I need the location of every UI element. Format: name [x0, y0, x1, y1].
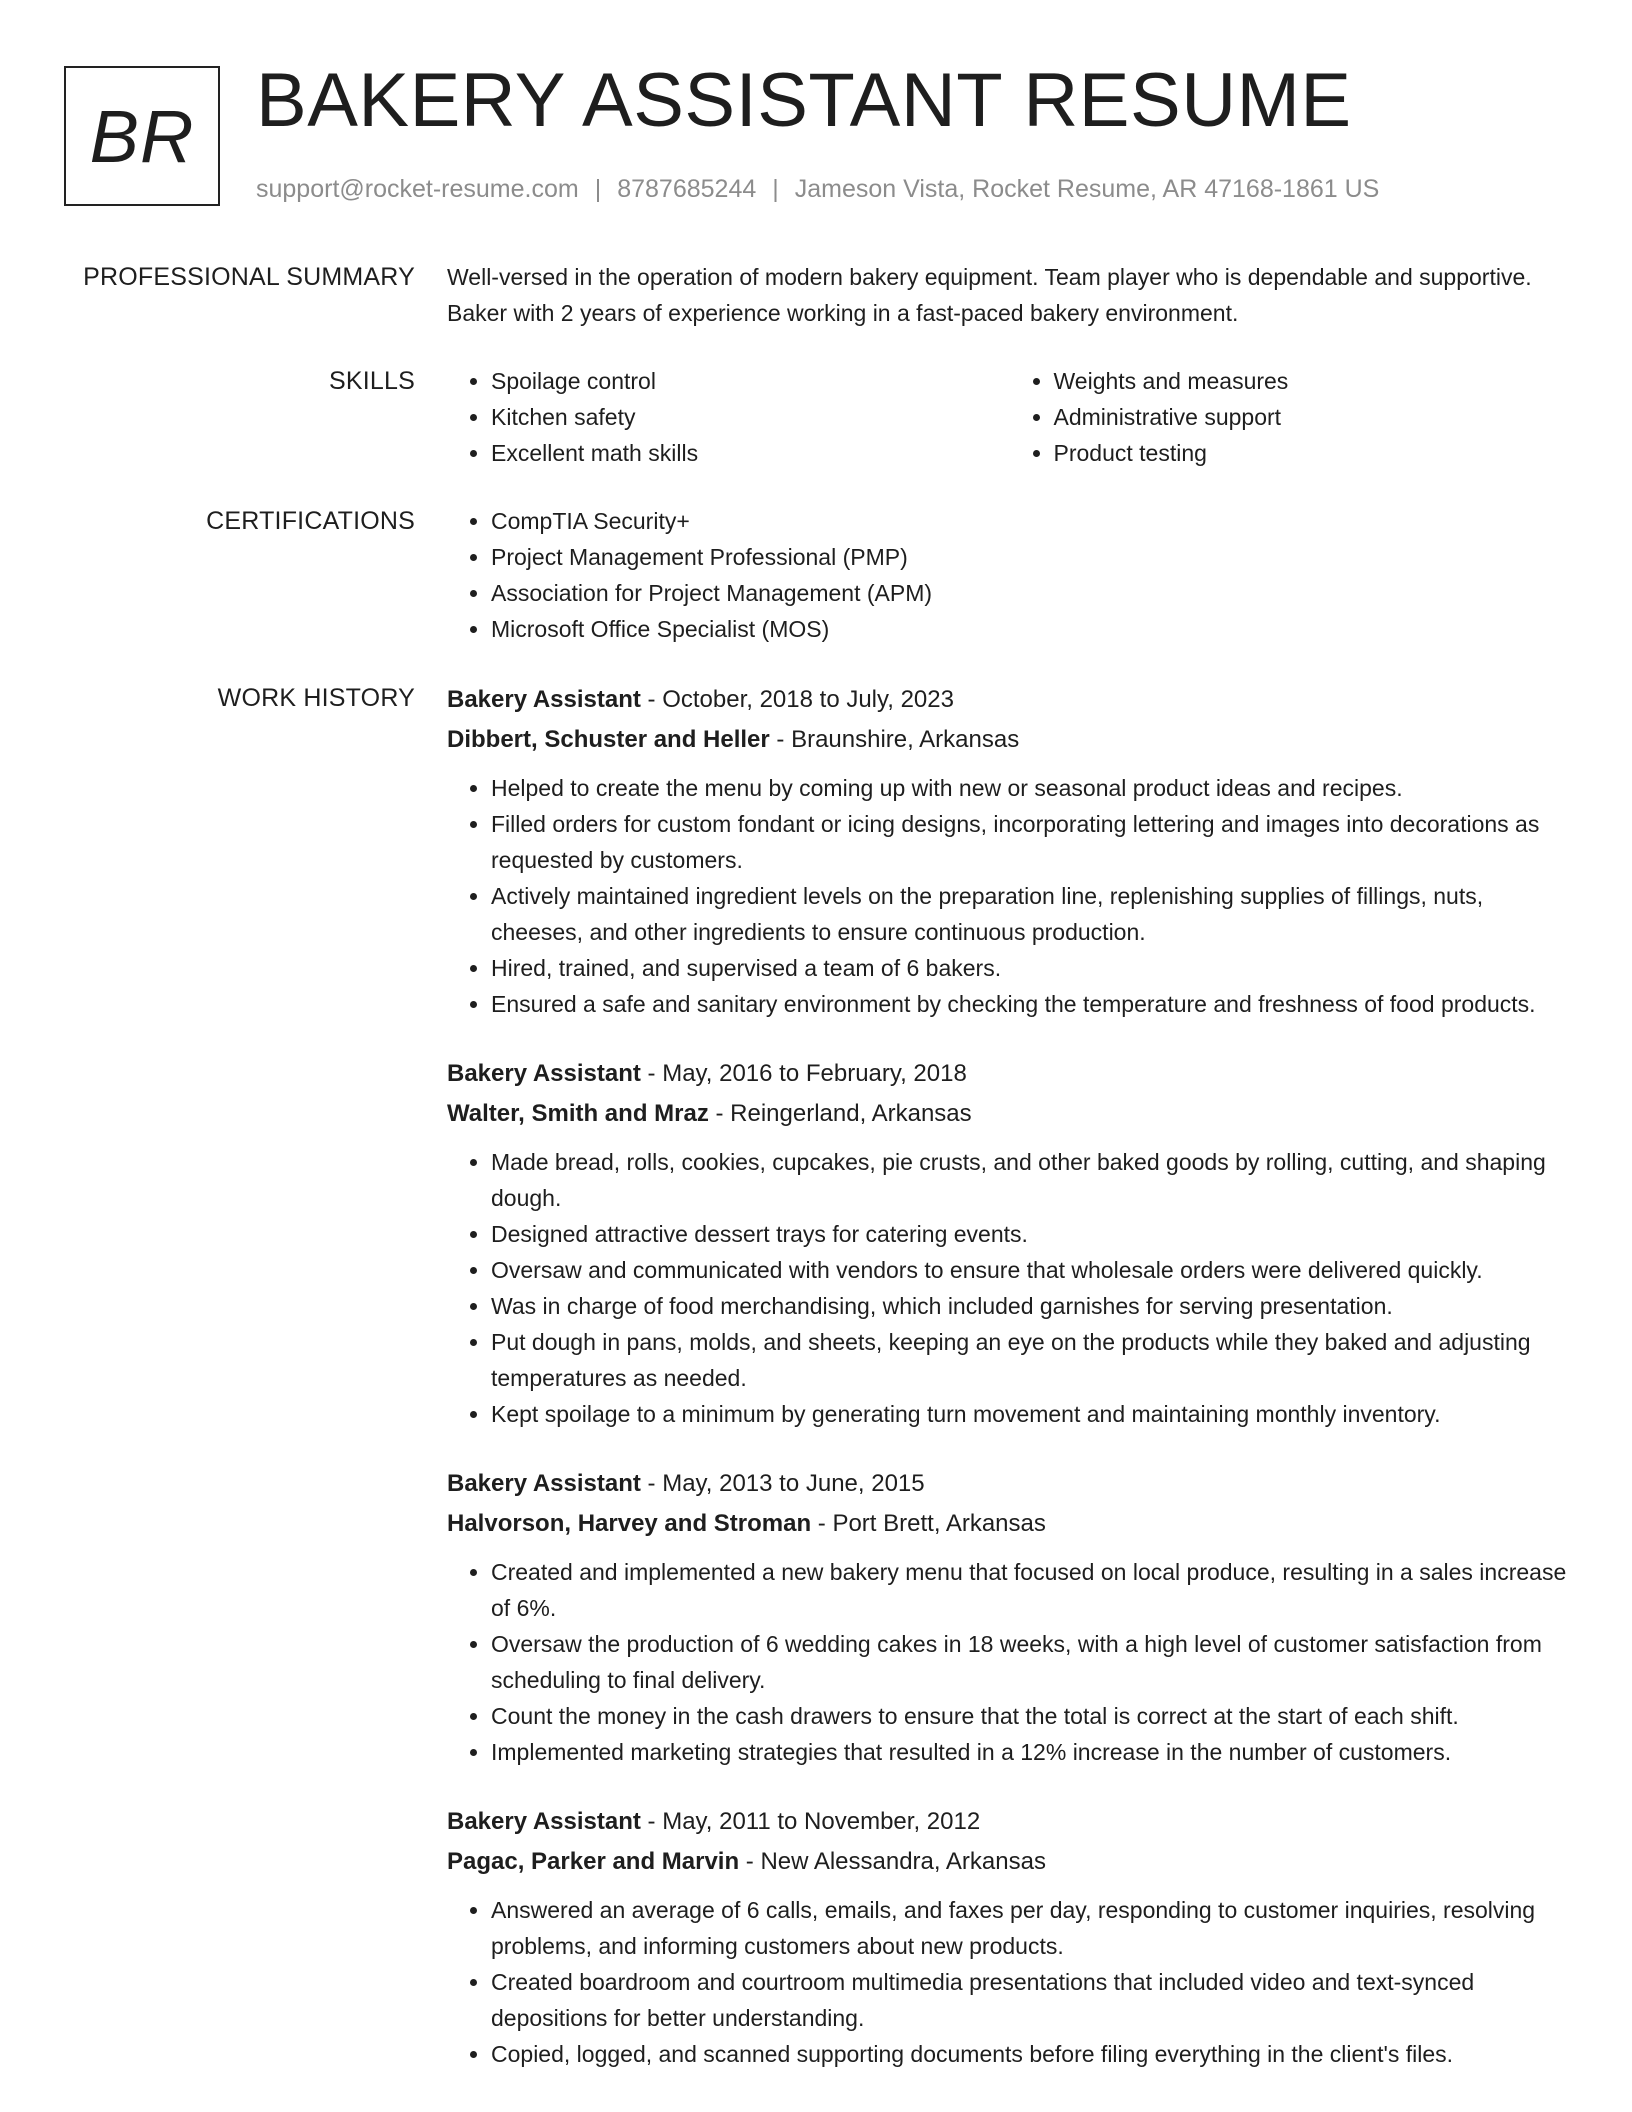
job-duty: • Ensured a safe and sanitary environment by checking the temperature and freshness of food products.	[491, 986, 1572, 1022]
job-company: Pagac, Parker and Marvin	[447, 1848, 740, 1875]
job-duties-list	[447, 770, 1572, 1022]
contact-phone: 8787685244	[617, 175, 757, 203]
job-duty: • Kept spoilage to a minimum by generating turn movement and maintaining monthly inventory.	[491, 1396, 1572, 1432]
section-label-certifications: CERTIFICATIONS	[206, 507, 415, 535]
job-title-line	[447, 1802, 1572, 1842]
job-dates: - May, 2011 to November, 2012	[640, 1808, 981, 1835]
job-duty: • Answered an average of 6 calls, emails, and faxes per day, responding to customer inquiries, resolving problems, and informing customers about new products.	[491, 1892, 1572, 1964]
section-label-summary: PROFESSIONAL SUMMARY	[83, 263, 415, 291]
job-title: Bakery Assistant	[447, 1470, 641, 1497]
job-duty: • Actively maintained ingredient levels on the preparation line, replenishing supplies of fillings, nuts, cheeses, and other ingredients to ensure continuous production.	[491, 878, 1572, 950]
contact-separator: |	[772, 175, 779, 203]
summary-body	[447, 259, 1572, 331]
job-company: Halvorson, Harvey and Stroman	[447, 1510, 812, 1537]
skill-item: • Excellent math skills	[491, 435, 1010, 471]
certification-item: • Microsoft Office Specialist (MOS)	[491, 611, 1572, 647]
job-company-line	[447, 1842, 1572, 1882]
job-duties-list	[447, 1892, 1572, 2072]
job-dates: - May, 2013 to June, 2015	[640, 1470, 925, 1497]
job-duties-list	[447, 1144, 1572, 1432]
job-title-line	[447, 1054, 1572, 1094]
resume-title: BAKERY ASSISTANT RESUME	[256, 58, 1352, 143]
job-duty: • Copied, logged, and scanned supporting documents before filing everything in the client's files.	[491, 2036, 1572, 2072]
job-location: - Reingerland, Arkansas	[708, 1100, 972, 1127]
job-company: Dibbert, Schuster and Heller	[447, 726, 770, 753]
job-company: Walter, Smith and Mraz	[447, 1100, 709, 1127]
job-title: Bakery Assistant	[447, 686, 641, 713]
job-duty: • Oversaw the production of 6 wedding cakes in 18 weeks, with a high level of customer satisfaction from scheduling to final delivery.	[491, 1626, 1572, 1698]
certification-item: • Project Management Professional (PMP)	[491, 539, 1572, 575]
skill-item: • Spoilage control	[491, 363, 1010, 399]
job-duty: • Created and implemented a new bakery menu that focused on local produce, resulting in a sales increase of 6%.	[491, 1554, 1572, 1626]
job-duty: • Implemented marketing strategies that resulted in a 12% increase in the number of customers.	[491, 1734, 1572, 1770]
job-company-line	[447, 1504, 1572, 1544]
job-company-line	[447, 720, 1572, 760]
certification-item: • CompTIA Security+	[491, 503, 1572, 539]
job-location: - Port Brett, Arkansas	[811, 1510, 1046, 1537]
job-location: - Braunshire, Arkansas	[769, 726, 1020, 753]
job-duty: • Helped to create the menu by coming up with new or seasonal product ideas and recipes.	[491, 770, 1572, 806]
section-label-skills: SKILLS	[329, 367, 415, 395]
job-title-line	[447, 1464, 1572, 1504]
job-duty: • Put dough in pans, molds, and sheets, keeping an eye on the products while they baked and adjusting temperatures as needed.	[491, 1324, 1572, 1396]
job-dates: - May, 2016 to February, 2018	[640, 1060, 967, 1087]
job-duty: • Designed attractive dessert trays for catering events.	[491, 1216, 1572, 1252]
summary-text: Well-versed in the operation of modern bakery equipment. Team player who is dependable and supportive. Baker with 2 years of experience working in a fast-paced bakery environment.	[447, 264, 1532, 326]
skills-list-right	[1010, 363, 1573, 471]
job-duties-list	[447, 1554, 1572, 1770]
job-duty: • Oversaw and communicated with vendors to ensure that wholesale orders were delivered quickly.	[491, 1252, 1572, 1288]
certifications-body	[447, 503, 1572, 647]
contact-separator: |	[594, 175, 602, 203]
job-company-line	[447, 1094, 1572, 1134]
skills-list-left	[447, 363, 1010, 471]
skills-body	[447, 363, 1572, 471]
job-duty: • Hired, trained, and supervised a team of 6 bakers.	[491, 950, 1572, 986]
certifications-list	[447, 503, 1572, 647]
job-duty: • Was in charge of food merchandising, which included garnishes for serving presentation.	[491, 1288, 1572, 1324]
contact-address: Jameson Vista, Rocket Resume, AR 47168-1861 US	[794, 175, 1380, 203]
job-title-line	[447, 680, 1572, 720]
job-title: Bakery Assistant	[447, 1060, 641, 1087]
job-title: Bakery Assistant	[447, 1808, 641, 1835]
job-entry	[447, 1802, 1572, 2072]
job-duty: • Created boardroom and courtroom multimedia presentations that included video and text-synced depositions for better understanding.	[491, 1964, 1572, 2036]
skill-item: • Weights and measures	[1054, 363, 1573, 399]
certification-item: • Association for Project Management (APM)	[491, 575, 1572, 611]
job-entry	[447, 680, 1572, 1022]
work-history-body	[447, 680, 1572, 2104]
job-location: - New Alessandra, Arkansas	[739, 1848, 1046, 1875]
job-entry	[447, 1464, 1572, 1770]
skill-item: • Kitchen safety	[491, 399, 1010, 435]
job-entry	[447, 1054, 1572, 1432]
job-duty: • Count the money in the cash drawers to ensure that the total is correct at the start of each shift.	[491, 1698, 1572, 1734]
skill-item: • Product testing	[1054, 435, 1573, 471]
contact-email: support@rocket-resume.com	[256, 175, 579, 203]
skill-item: • Administrative support	[1054, 399, 1573, 435]
contact-line	[256, 172, 1379, 206]
job-dates: - October, 2018 to July, 2023	[640, 686, 954, 713]
section-label-work-history: WORK HISTORY	[217, 684, 415, 712]
job-duty: • Filled orders for custom fondant or icing designs, incorporating lettering and images into decorations as requested by customers.	[491, 806, 1572, 878]
monogram-logo: BR	[64, 66, 220, 206]
job-duty: • Made bread, rolls, cookies, cupcakes, pie crusts, and other baked goods by rolling, cutting, and shaping dough.	[491, 1144, 1572, 1216]
